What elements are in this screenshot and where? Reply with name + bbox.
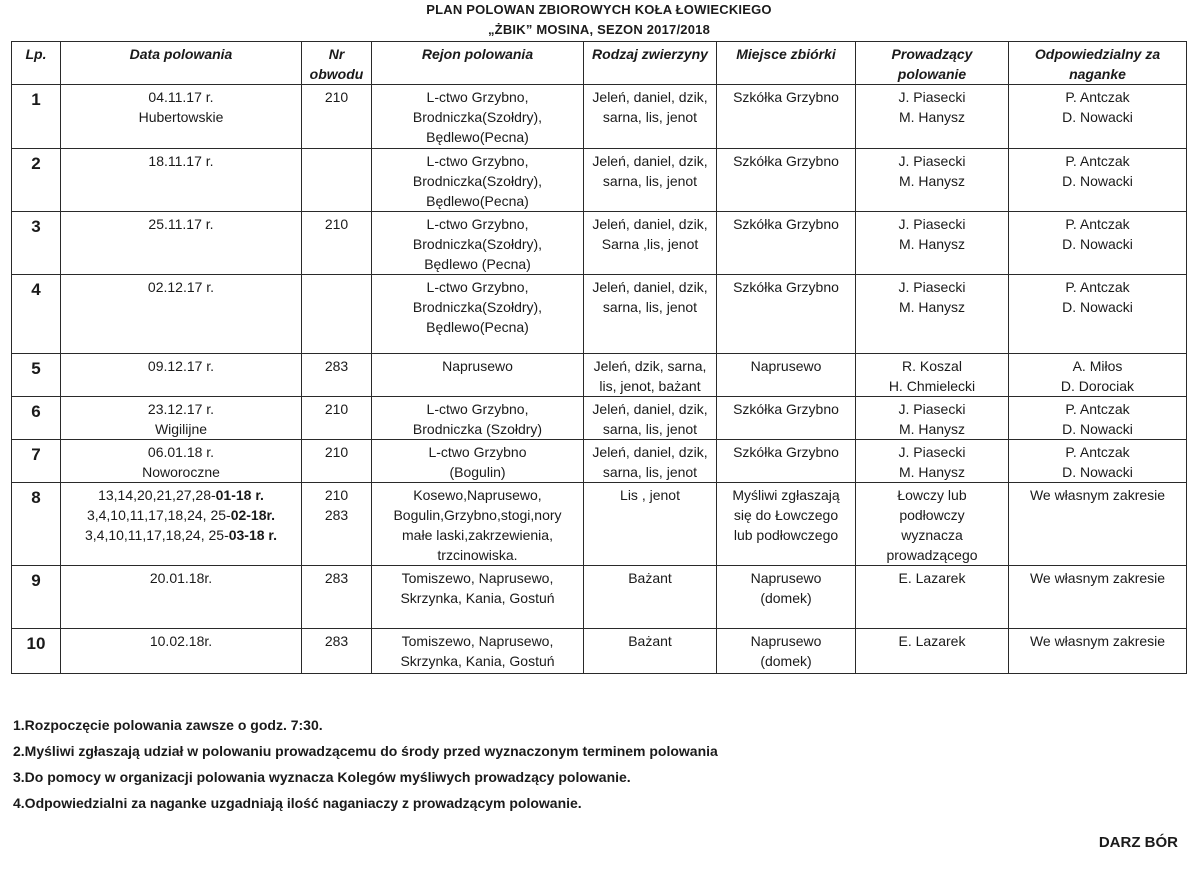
- cell-line: 283: [324, 570, 349, 586]
- header-label: Lp.: [25, 46, 47, 62]
- date-cell: [61, 275, 302, 354]
- header-label: Odpowiedzialny za: [1034, 46, 1161, 62]
- miejsce-cell: [717, 440, 856, 483]
- cell-line: We własnym zakresie: [1029, 570, 1166, 586]
- header-label: naganke: [1069, 66, 1126, 82]
- miejsce-cell: [717, 354, 856, 397]
- header-label: polowanie: [897, 66, 967, 82]
- table-header-row: [12, 42, 1187, 85]
- lp-cell: 3: [12, 212, 61, 275]
- cell-line: M. Hanysz: [898, 173, 966, 189]
- obwod-cell: [302, 85, 372, 149]
- miejsce-cell: [717, 85, 856, 149]
- cell-line: 283: [324, 633, 349, 649]
- cell-line: Bogulin,Grzybno,stogi,nory: [393, 507, 562, 523]
- cell-line: Jeleń, daniel, dzik,: [592, 444, 708, 460]
- lp-cell: 5: [12, 354, 61, 397]
- miejsce-cell: [717, 212, 856, 275]
- miejsce-cell: [717, 483, 856, 566]
- cell-line: P. Antczak: [1065, 216, 1130, 232]
- cell-line: L-ctwo Grzybno,: [426, 401, 529, 417]
- miejsce-cell: [717, 397, 856, 440]
- cell-line: Hubertowskie: [138, 109, 224, 125]
- cell-line: L-ctwo Grzybno,: [426, 153, 529, 169]
- rejon-cell: [372, 397, 584, 440]
- cell-line: D. Dorociak: [1060, 378, 1135, 394]
- header-label: Miejsce zbiórki: [736, 46, 836, 62]
- date-days-part: 3,4,10,11,17,18,24, 25-: [86, 507, 231, 523]
- cell-line: sarna, lis, jenot: [602, 109, 698, 125]
- cell-line: D. Nowacki: [1062, 421, 1133, 437]
- cell-line: sarna, lis, jenot: [602, 299, 698, 315]
- cell-line: (Bogulin): [449, 464, 506, 480]
- cell-line: P. Antczak: [1065, 401, 1130, 417]
- cell-line: trzcinowiska.: [437, 547, 518, 563]
- prowadzacy-cell: [856, 275, 1009, 354]
- header-col-prowadzacy: [856, 42, 1009, 85]
- rejon-cell: [372, 440, 584, 483]
- date-month-part: 01-18 r.: [215, 487, 264, 503]
- cell-line: 283: [324, 507, 349, 523]
- date-cell: [61, 149, 302, 212]
- table-row: [12, 212, 1187, 275]
- cell-line: Brodniczka (Szołdry): [412, 421, 543, 437]
- cell-line: wyznacza: [901, 527, 963, 543]
- cell-line: J. Piasecki: [898, 279, 966, 295]
- odpowiedzialny-cell: [1009, 483, 1187, 566]
- header-col-zwierzyna: [584, 42, 717, 85]
- zwierzyna-cell: [584, 483, 717, 566]
- odpowiedzialny-cell: [1009, 354, 1187, 397]
- cell-line: (domek): [760, 653, 812, 669]
- date-days-part: 3,4,10,11,17,18,24, 25-: [84, 527, 229, 543]
- date-month-part: 02-18r.: [230, 507, 276, 523]
- date-cell: [61, 566, 302, 629]
- cell-line: Jeleń, daniel, dzik,: [592, 216, 708, 232]
- table-row: [12, 629, 1187, 674]
- table-row: [12, 354, 1187, 397]
- cell-line: Szkółka Grzybno: [733, 153, 839, 169]
- prowadzacy-cell: [856, 354, 1009, 397]
- cell-line: P. Antczak: [1065, 444, 1130, 460]
- date-cell: [61, 629, 302, 674]
- zwierzyna-cell: [584, 149, 717, 212]
- date-days-part: 13,14,20,21,27,28-: [98, 487, 216, 503]
- cell-line: L-ctwo Grzybno,: [426, 89, 529, 105]
- cell-line: Szkółka Grzybno: [733, 216, 839, 232]
- cell-line: Brodniczka(Szołdry),: [412, 173, 543, 189]
- cell-line: Będlewo (Pecna): [424, 256, 531, 272]
- cell-line: Szkółka Grzybno: [733, 444, 839, 460]
- header-col-obwod: [302, 42, 372, 85]
- table-row: [12, 483, 1187, 566]
- cell-line: D. Nowacki: [1062, 299, 1133, 315]
- zwierzyna-cell: [584, 85, 717, 149]
- note-item: 2.Myśliwi zgłaszają udział w polowaniu prowadzącemu do środy przed wyznaczonym terminem polowania: [13, 743, 718, 759]
- cell-line: Skrzynka, Kania, Gostuń: [400, 590, 555, 606]
- prowadzacy-cell: [856, 629, 1009, 674]
- rejon-cell: [372, 566, 584, 629]
- lp-cell: 1: [12, 85, 61, 149]
- table-row: [12, 275, 1187, 354]
- cell-line: 210: [324, 89, 349, 105]
- odpowiedzialny-cell: [1009, 149, 1187, 212]
- odpowiedzialny-cell: [1009, 566, 1187, 629]
- hunting-plan-table: [11, 41, 1187, 674]
- header-label: Rodzaj zwierzyny: [592, 46, 708, 62]
- cell-line: Wigilijne: [154, 421, 208, 437]
- date-cell: [61, 483, 302, 566]
- cell-line: sarna, lis, jenot: [602, 173, 698, 189]
- cell-line: M. Hanysz: [898, 236, 966, 252]
- obwod-cell: [302, 149, 372, 212]
- date-month-part: 03-18 r.: [228, 527, 277, 543]
- cell-line: We własnym zakresie: [1029, 487, 1166, 503]
- cell-line: Bażant: [628, 633, 672, 649]
- cell-line: J. Piasecki: [898, 89, 966, 105]
- cell-line: Naprusewo: [750, 633, 822, 649]
- lp-cell: 4: [12, 275, 61, 354]
- cell-line: Będlewo(Pecna): [426, 129, 529, 145]
- prowadzacy-cell: [856, 440, 1009, 483]
- table-row: [12, 397, 1187, 440]
- cell-line: Jeleń, daniel, dzik,: [592, 401, 708, 417]
- cell-line: Szkółka Grzybno: [733, 89, 839, 105]
- rejon-cell: [372, 354, 584, 397]
- rejon-cell: [372, 629, 584, 674]
- cell-line: Skrzynka, Kania, Gostuń: [400, 653, 555, 669]
- rejon-cell: [372, 149, 584, 212]
- odpowiedzialny-cell: [1009, 85, 1187, 149]
- cell-line: 09.12.17 r.: [147, 358, 215, 374]
- rejon-cell: [372, 275, 584, 354]
- lp-cell: 8: [12, 483, 61, 566]
- cell-line: Jeleń, dzik, sarna,: [593, 358, 707, 374]
- cell-line: P. Antczak: [1065, 279, 1130, 295]
- cell-line: Będlewo(Pecna): [426, 193, 529, 209]
- obwod-cell: [302, 483, 372, 566]
- cell-line: 18.11.17 r.: [148, 153, 214, 169]
- obwod-cell: [302, 212, 372, 275]
- cell-line: sarna, lis, jenot: [602, 421, 698, 437]
- cell-line: M. Hanysz: [898, 109, 966, 125]
- odpowiedzialny-cell: [1009, 212, 1187, 275]
- cell-line: Łowczy lub: [897, 487, 967, 503]
- cell-line: 210: [324, 487, 349, 503]
- obwod-cell: [302, 397, 372, 440]
- obwod-cell: [302, 275, 372, 354]
- cell-line: Sarna ,lis, jenot: [601, 236, 699, 252]
- lp-cell: 6: [12, 397, 61, 440]
- cell-line: 210: [324, 444, 349, 460]
- cell-line: Kosewo,Naprusewo,: [413, 487, 542, 503]
- cell-line: Naprusewo: [750, 570, 822, 586]
- obwod-cell: [302, 440, 372, 483]
- header-col-lp: [12, 42, 61, 85]
- prowadzacy-cell: [856, 566, 1009, 629]
- cell-line: P. Antczak: [1065, 153, 1130, 169]
- cell-line: 23.12.17 r.: [147, 401, 215, 417]
- date-cell: [61, 440, 302, 483]
- cell-line: M. Hanysz: [898, 421, 966, 437]
- cell-line: 10.02.18r.: [149, 633, 213, 649]
- cell-line: M. Hanysz: [898, 464, 966, 480]
- cell-line: M. Hanysz: [898, 299, 966, 315]
- zwierzyna-cell: [584, 212, 717, 275]
- cell-line: J. Piasecki: [898, 444, 966, 460]
- cell-line: Jeleń, daniel, dzik,: [592, 153, 708, 169]
- cell-line: sarna, lis, jenot: [602, 464, 698, 480]
- cell-line: We własnym zakresie: [1029, 633, 1166, 649]
- prowadzacy-cell: [856, 483, 1009, 566]
- odpowiedzialny-cell: [1009, 397, 1187, 440]
- cell-line: E. Lazarek: [898, 570, 966, 586]
- miejsce-cell: [717, 149, 856, 212]
- cell-line: Myśliwi zgłaszają: [732, 487, 840, 503]
- header-label: Nr: [328, 46, 345, 62]
- cell-line: 06.01.18 r.: [147, 444, 215, 460]
- cell-line: J. Piasecki: [898, 153, 966, 169]
- cell-line: R. Koszal: [902, 358, 962, 374]
- cell-line: Brodniczka(Szołdry),: [412, 299, 543, 315]
- cell-line: D. Nowacki: [1062, 173, 1133, 189]
- cell-line: Lis , jenot: [620, 487, 680, 503]
- obwod-cell: [302, 629, 372, 674]
- cell-line: Szkółka Grzybno: [733, 401, 839, 417]
- cell-line: lub podłowczego: [733, 527, 839, 543]
- miejsce-cell: [717, 275, 856, 354]
- cell-line: 02.12.17 r.: [147, 279, 215, 295]
- date-cell: [61, 85, 302, 149]
- odpowiedzialny-cell: [1009, 275, 1187, 354]
- cell-line: Naprusewo: [750, 358, 822, 374]
- cell-line: małe laski,zakrzewienia,: [402, 527, 553, 543]
- cell-line: D. Nowacki: [1062, 236, 1133, 252]
- notes-list: [13, 712, 718, 816]
- table-row: [12, 85, 1187, 149]
- zwierzyna-cell: [584, 397, 717, 440]
- header-col-date: [61, 42, 302, 85]
- rejon-cell: [372, 212, 584, 275]
- header-label: obwodu: [309, 66, 364, 82]
- header-col-rejon: [372, 42, 584, 85]
- cell-line: J. Piasecki: [898, 401, 966, 417]
- cell-line: L-ctwo Grzybno,: [426, 216, 529, 232]
- cell-line: 20.01.18r.: [149, 570, 213, 586]
- note-item: 3.Do pomocy w organizacji polowania wyznacza Kolegów myśliwych prowadzący polowanie.: [13, 769, 631, 785]
- lp-cell: 9: [12, 566, 61, 629]
- table-row: [12, 440, 1187, 483]
- cell-line: 210: [324, 401, 349, 417]
- cell-line: Tomiszewo, Naprusewo,: [401, 633, 554, 649]
- header-label: Rejon polowania: [421, 46, 534, 62]
- table-body: [12, 85, 1187, 674]
- date-line: [64, 525, 298, 545]
- miejsce-cell: [717, 566, 856, 629]
- document-title: PLAN POLOWAN ZBIOROWYCH KOŁA ŁOWIECKIEGO: [426, 2, 772, 17]
- cell-line: 283: [324, 358, 349, 374]
- cell-line: E. Lazarek: [898, 633, 966, 649]
- cell-line: Będlewo(Pecna): [426, 319, 529, 335]
- cell-line: 25.11.17 r.: [148, 216, 214, 232]
- date-line: [64, 505, 298, 525]
- cell-line: 04.11.17 r.: [148, 89, 214, 105]
- cell-line: Tomiszewo, Naprusewo,: [401, 570, 554, 586]
- note-item: 4.Odpowiedzialni za naganke uzgadniają ilość naganiaczy z prowadzącym polowanie.: [13, 795, 582, 811]
- document-subtitle: „ŻBIK” MOSINA, SEZON 2017/2018: [487, 22, 710, 37]
- zwierzyna-cell: [584, 629, 717, 674]
- rejon-cell: [372, 85, 584, 149]
- cell-line: D. Nowacki: [1062, 464, 1133, 480]
- cell-line: Jeleń, daniel, dzik,: [592, 279, 708, 295]
- cell-line: P. Antczak: [1065, 89, 1130, 105]
- cell-line: Brodniczka(Szołdry),: [412, 236, 543, 252]
- obwod-cell: [302, 354, 372, 397]
- date-cell: [61, 212, 302, 275]
- cell-line: L-ctwo Grzybno,: [426, 279, 529, 295]
- cell-line: (domek): [760, 590, 812, 606]
- header-col-miejsce: [717, 42, 856, 85]
- cell-line: J. Piasecki: [898, 216, 966, 232]
- rejon-cell: [372, 483, 584, 566]
- obwod-cell: [302, 566, 372, 629]
- cell-line: D. Nowacki: [1062, 109, 1133, 125]
- prowadzacy-cell: [856, 212, 1009, 275]
- zwierzyna-cell: [584, 275, 717, 354]
- date-line: [64, 485, 298, 505]
- cell-line: Jeleń, daniel, dzik,: [592, 89, 708, 105]
- lp-cell: 7: [12, 440, 61, 483]
- cell-line: Szkółka Grzybno: [733, 279, 839, 295]
- signature: DARZ BÓR: [1098, 834, 1178, 851]
- cell-line: podłowczy: [899, 507, 965, 523]
- cell-line: Brodniczka(Szołdry),: [412, 109, 543, 125]
- note-item: 1.Rozpoczęcie polowania zawsze o godz. 7:30.: [13, 717, 323, 733]
- cell-line: L-ctwo Grzybno: [428, 444, 527, 460]
- prowadzacy-cell: [856, 85, 1009, 149]
- zwierzyna-cell: [584, 566, 717, 629]
- cell-line: prowadzącego: [886, 547, 978, 563]
- cell-line: H. Chmielecki: [888, 378, 976, 394]
- cell-line: Bażant: [628, 570, 672, 586]
- prowadzacy-cell: [856, 149, 1009, 212]
- odpowiedzialny-cell: [1009, 629, 1187, 674]
- miejsce-cell: [717, 629, 856, 674]
- cell-line: 210: [324, 216, 349, 232]
- table-row: [12, 566, 1187, 629]
- cell-line: Naprusewo: [442, 358, 513, 374]
- cell-line: się do Łowczego: [733, 507, 839, 523]
- cell-line: Noworoczne: [142, 464, 220, 480]
- header-label: Prowadzący: [891, 46, 973, 62]
- odpowiedzialny-cell: [1009, 440, 1187, 483]
- zwierzyna-cell: [584, 440, 717, 483]
- header-col-odpowiedzialny: [1009, 42, 1187, 85]
- lp-cell: 2: [12, 149, 61, 212]
- lp-cell: 10: [12, 629, 61, 674]
- table-row: [12, 149, 1187, 212]
- date-cell: [61, 397, 302, 440]
- cell-line: A. Miłos: [1072, 358, 1123, 374]
- header-label: Data polowania: [129, 46, 233, 62]
- zwierzyna-cell: [584, 354, 717, 397]
- cell-line: lis, jenot, bażant: [599, 378, 701, 394]
- date-cell: [61, 354, 302, 397]
- prowadzacy-cell: [856, 397, 1009, 440]
